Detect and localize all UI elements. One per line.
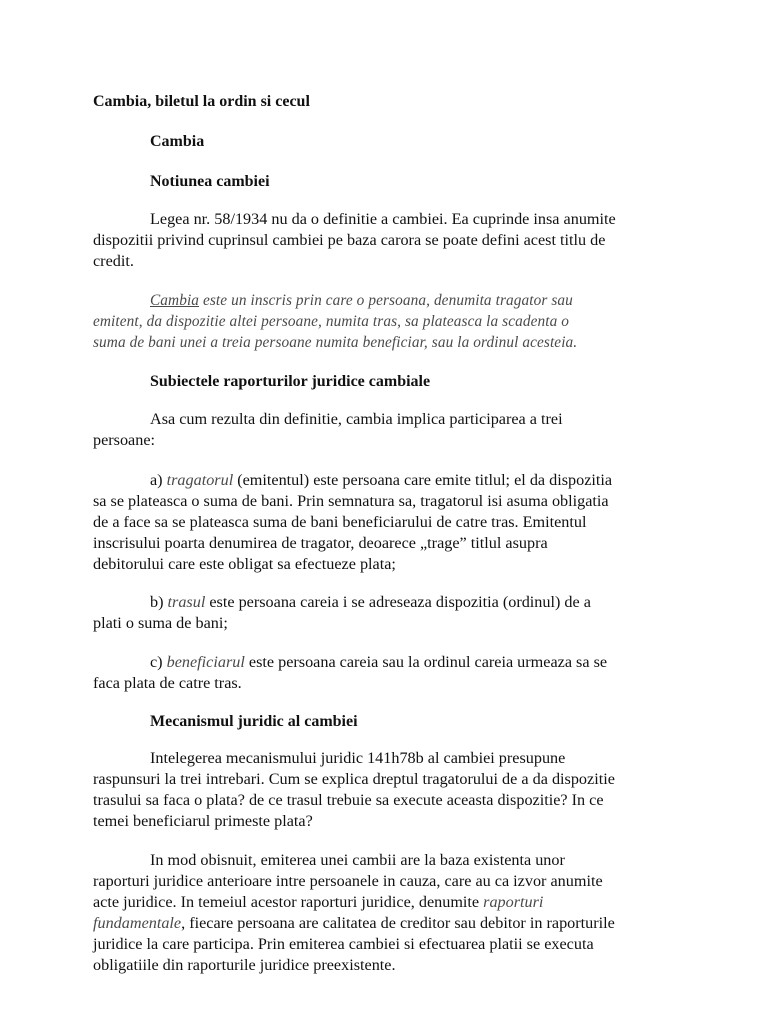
section-title-cambia: Cambia — [150, 133, 205, 150]
list-item-c: c) beneficiarul este persoana careia sau la ordinul careia urmeaza sa se — [150, 653, 608, 671]
paragraph-line: debitorului care este obligat sa efectueze plata; — [93, 555, 396, 573]
paragraph-line: juridice la care participa. Prin emiterea cambiei si efectuarea platii se executa — [93, 935, 594, 953]
paragraph-line: de a face sa se plateasca suma de bani beneficiarului de catre tras. Emitentul — [93, 513, 587, 531]
paragraph-line: Asa cum rezulta din definitie, cambia implica participarea a trei — [150, 410, 563, 428]
list-item-a: a) tragatorul (emitentul) este persoana care emite titlul; el da dispozitia — [150, 471, 613, 489]
paragraph-line: In mod obisnuit, emiterea unei cambii are la baza existenta unor — [150, 851, 565, 869]
heading-notiunea-cambiei: Notiunea cambiei — [150, 173, 270, 190]
definition-line: emitent, da dispozitie altei persoane, numita tras, sa plateasca la scadenta o — [93, 313, 570, 330]
paragraph-line: fundamentale, fiecare persoana are calitatea de creditor sau debitor in raporturile — [93, 914, 615, 932]
paragraph-line: acte juridice. In temeiul acestor raporturi juridice, denumite raporturi — [93, 893, 544, 911]
paragraph-line: inscrisului poarta denumirea de tragator, deoarece „trage” titlul asupra — [93, 534, 548, 552]
heading-subiectele: Subiectele raporturilor juridice cambiale — [150, 373, 431, 390]
paragraph-line: obligatiile din raporturile juridice preexistente. — [93, 956, 396, 974]
paragraph-line: trasului sa faca o plata? de ce trasul trebuie sa execute aceasta dispozitie? In ce — [93, 791, 604, 809]
term-raporturi: raporturi — [483, 893, 544, 911]
definition-term: Cambia — [150, 292, 200, 309]
term-fundamentale: fundamentale — [93, 914, 182, 932]
term-tragatorul: tragatorul — [166, 471, 234, 489]
paragraph-line: sa se plateasca o suma de bani. Prin semnatura sa, tragatorul isi asuma obligatia — [93, 492, 609, 510]
paragraph-line: credit. — [93, 252, 134, 270]
paragraph-line: dispozitii privind cuprinsul cambiei pe baza carora se poate defini acest titlu de — [93, 231, 606, 249]
paragraph-line: Legea nr. 58/1934 nu da o definitie a cambiei. Ea cuprinde insa anumite — [150, 210, 616, 228]
term-trasul: trasul — [167, 593, 206, 611]
paragraph-line: plati o suma de bani; — [93, 614, 228, 632]
paragraph-line: temei beneficiarul primeste plata? — [93, 812, 313, 830]
paragraph-line: raporturi juridice anterioare intre persoanele in cauza, care au ca izvor anumite — [93, 872, 603, 890]
paragraph-line: Intelegerea mecanismului juridic 141h78b al cambiei presupune — [150, 749, 566, 767]
paragraph-line: raspunsuri la trei intrebari. Cum se explica dreptul tragatorului de a da dispozitie — [93, 770, 615, 788]
term-beneficiarul: beneficiarul — [166, 653, 245, 671]
definition-line: Cambia este un inscris prin care o persoana, denumita tragator sau — [150, 292, 573, 309]
definition-line: suma de bani unei a treia persoane numita beneficiar, sau la ordinul acesteia. — [93, 334, 578, 351]
paragraph-line: faca plata de catre tras. — [93, 674, 242, 692]
heading-mecanismul: Mecanismul juridic al cambiei — [150, 713, 358, 730]
paragraph-line: persoane: — [93, 431, 156, 449]
document-title: Cambia, biletul la ordin si cecul — [93, 93, 310, 110]
list-item-b: b) trasul este persoana careia i se adreseaza dispozitia (ordinul) de a — [150, 593, 591, 611]
